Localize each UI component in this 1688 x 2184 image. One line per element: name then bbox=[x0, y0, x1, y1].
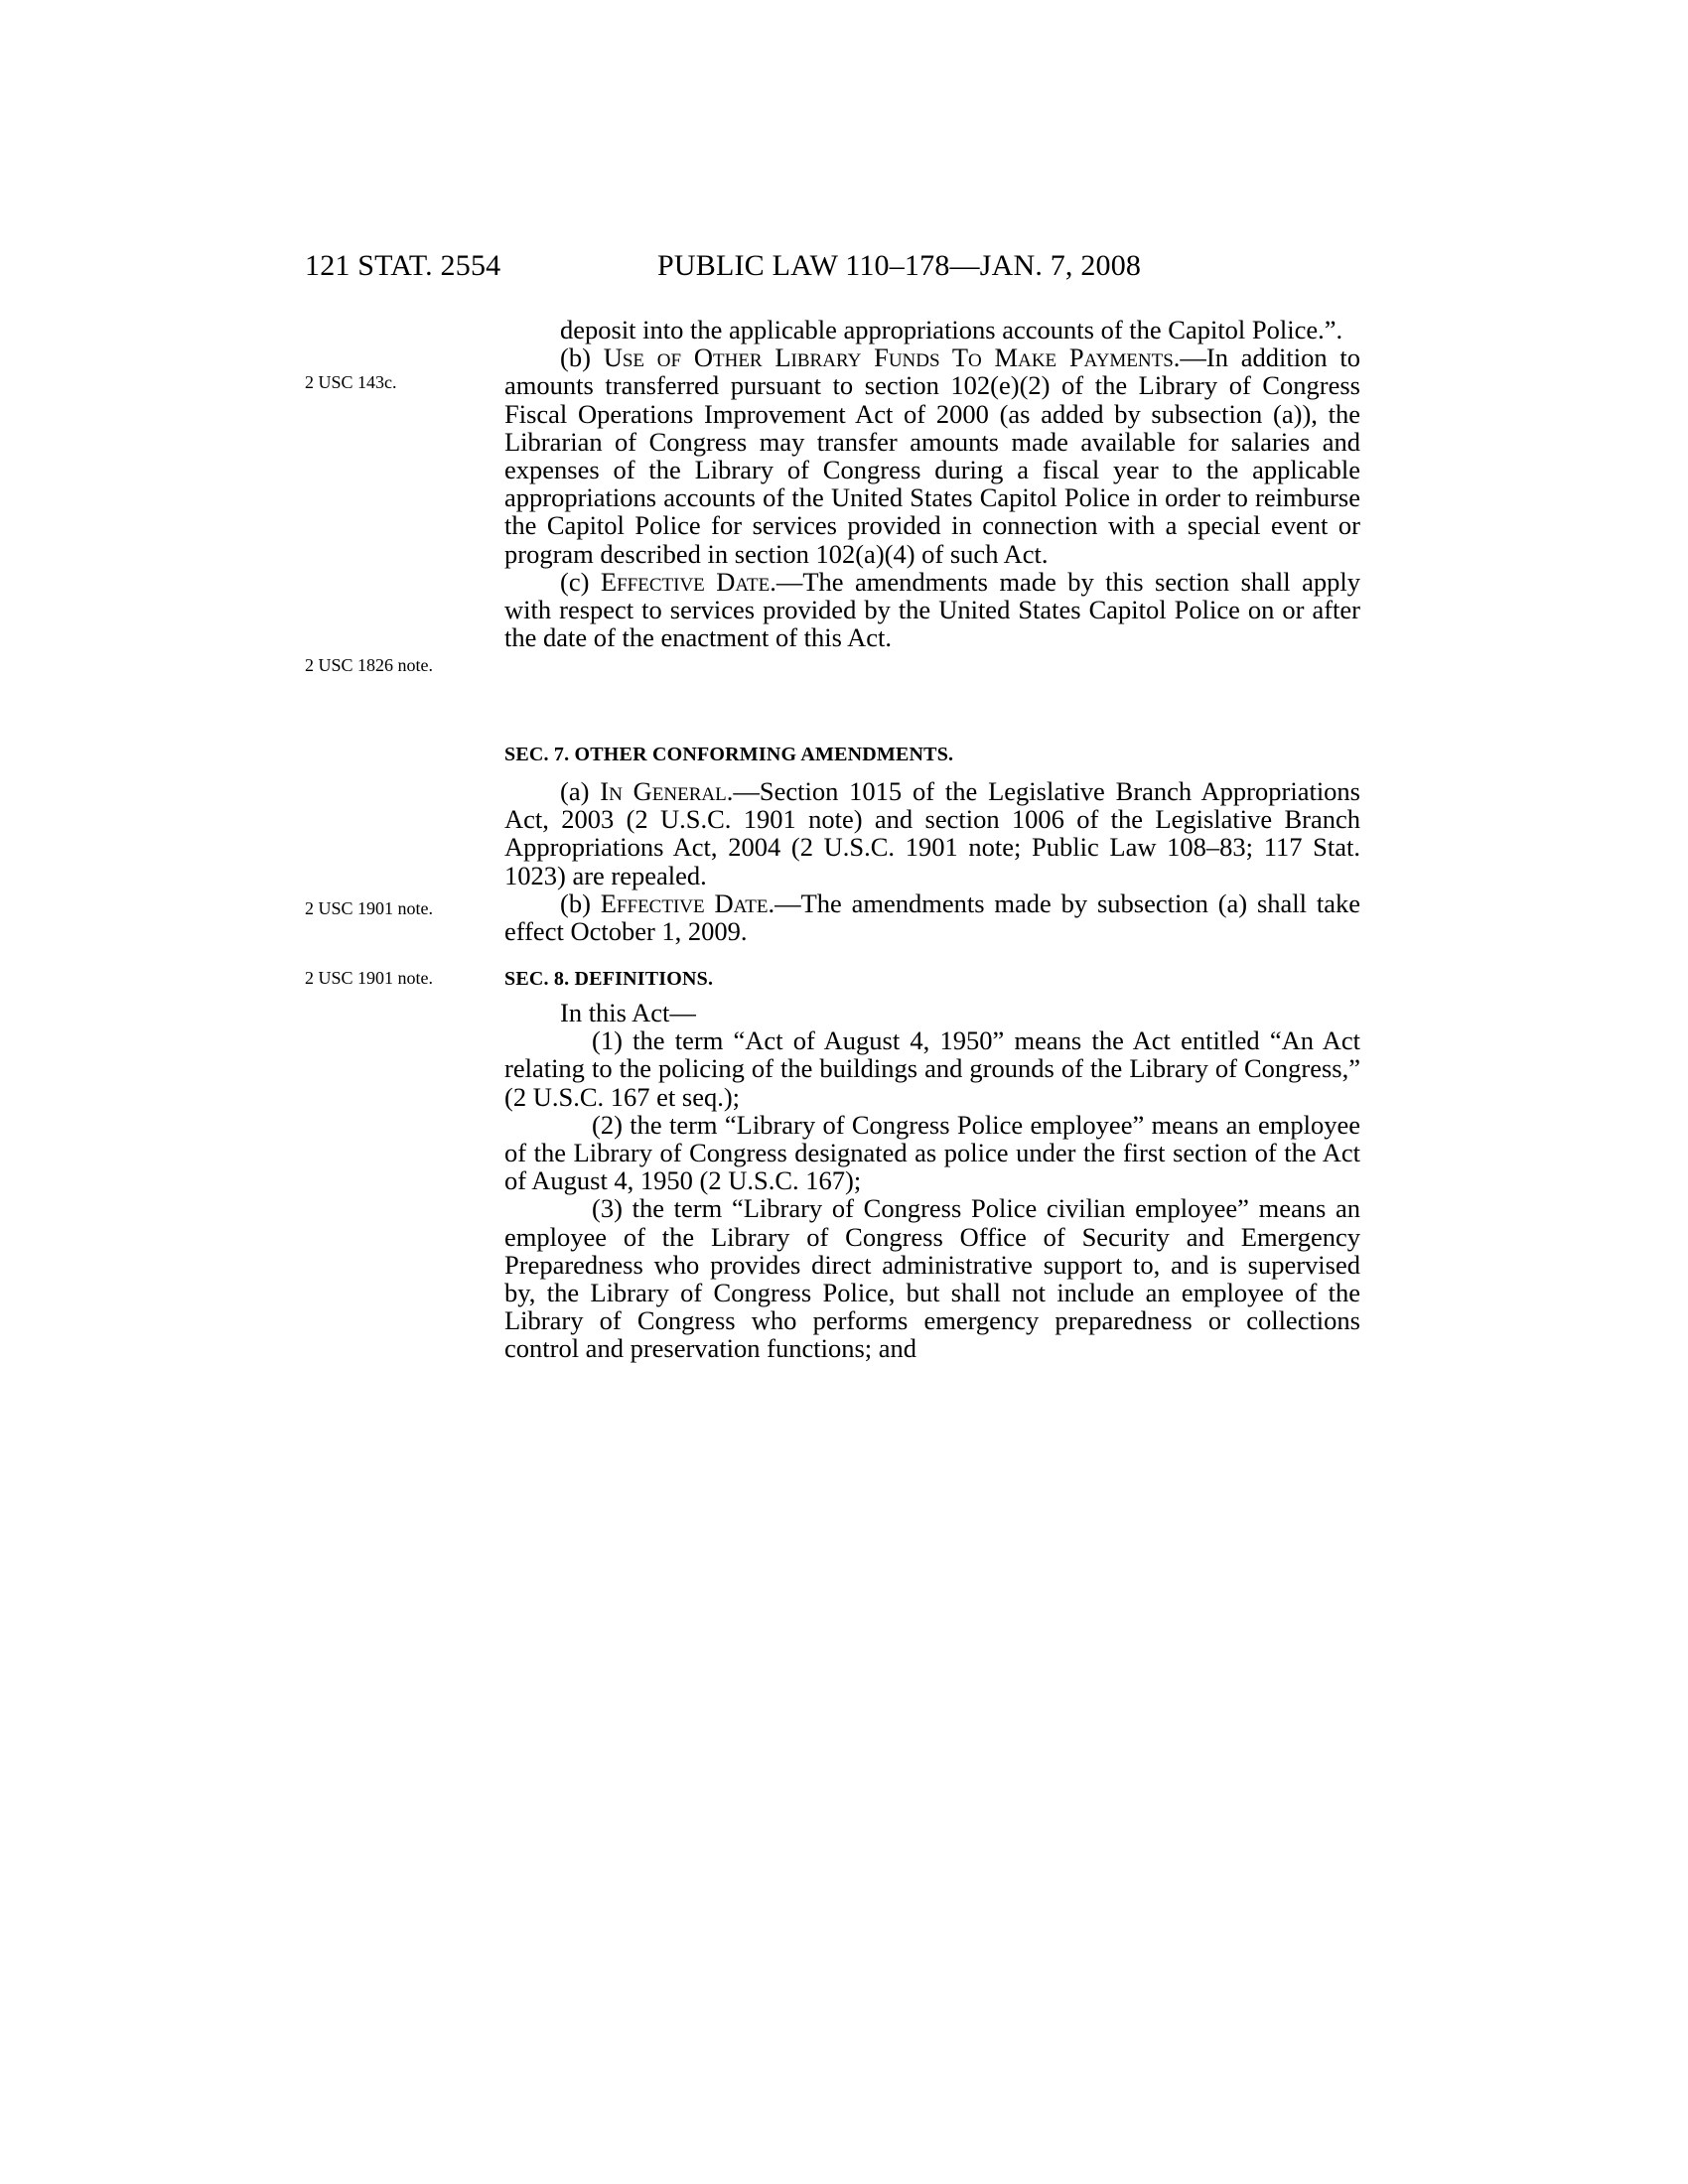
section-8-heading: SEC. 8. DEFINITIONS. bbox=[504, 968, 714, 990]
section-7-heading: SEC. 7. OTHER CONFORMING AMENDMENTS. bbox=[504, 744, 954, 765]
margin-note-usc-1826: 2 USC 1826 note. bbox=[305, 655, 434, 675]
margin-note-usc-1901-a: 2 USC 1901 note. bbox=[305, 898, 434, 918]
section-6-continuation bbox=[504, 316, 1360, 651]
running-title: PUBLIC LAW 110–178—JAN. 7, 2008 bbox=[657, 249, 1142, 282]
margin-note-usc-143c: 2 USC 143c. bbox=[305, 372, 397, 392]
section-8-body bbox=[504, 999, 1360, 1363]
paragraph-a-in-general: (a) In General.—Section 1015 of the Legislative Branch Appropriations Act, 2003 (2 U.S.C. 1901 note) and section 1006 of the Legislative Branch Appropriations Act, 2004 (2 U.S.C. 1901 note; Public Law 108–83; 117 Stat. 1023) are repealed. bbox=[504, 776, 1360, 890]
margin-note-usc-1901-b: 2 USC 1901 note. bbox=[305, 968, 434, 988]
paragraph-b-caption: Use of Other Library Funds To Make Payments bbox=[603, 342, 1174, 373]
paragraph-a-caption: In General bbox=[600, 776, 727, 806]
page-header bbox=[305, 246, 1210, 286]
paragraph-b-library-funds: (b) Use of Other Library Funds To Make Payments.—In addition to amounts transferred pursuant to section 102(e)(2) of the Library of Congress Fiscal Operations Improvement Act of 2000 (as added by subsection (a)), the Librarian of Congress may transfer amounts made available for salaries and expenses of the Library of Congress during a fiscal year to the applicable appropriations accounts of the United States Capitol Police in order to reimburse the Capitol Police for services provided in connection with a special event or program described in section 102(a)(4) of such Act. bbox=[504, 342, 1360, 569]
paragraph-b-effective-caption: Effective Date bbox=[600, 887, 769, 918]
statute-page-number: 121 STAT. 2554 bbox=[305, 249, 501, 282]
paragraph-continuation: deposit into the applicable appropriations accounts of the Capitol Police.”. bbox=[560, 315, 1343, 344]
paragraph-in-this-act: In this Act— bbox=[560, 998, 696, 1027]
definition-1: (1) the term “Act of August 4, 1950” means the Act entitled “An Act relating to the policing of the buildings and grounds of the Library of Congress,” (2 U.S.C. 167 et seq.); bbox=[504, 1025, 1360, 1112]
definition-2: (2) the term “Library of Congress Police employee” means an employee of the Library of Congress designated as police under the first section of the Act of August 4, 1950 (2 U.S.C. 167); bbox=[504, 1109, 1360, 1196]
definition-3: (3) the term “Library of Congress Police civilian employee” means an employee of the Library of Congress Office of Security and Emergency Preparedness who provides direct administrative support to, and is supervised by, the Library of Congress Police, but shall not include an employee of the Library of Congress who performs emergency preparedness or collections control and preservation functions; and bbox=[504, 1193, 1360, 1364]
paragraph-c-effective-date: (c) Effective Date.—The amendments made by this section shall apply with respect to services provided by the United States Capitol Police on or after the date of the enactment of this Act. bbox=[504, 566, 1361, 653]
section-7-body bbox=[504, 777, 1360, 945]
paragraph-b-effective-date: (b) Effective Date.—The amendments made by subsection (a) shall take effect October 1, 2009. bbox=[504, 887, 1360, 947]
paragraph-c-caption: Effective Date bbox=[600, 566, 771, 597]
